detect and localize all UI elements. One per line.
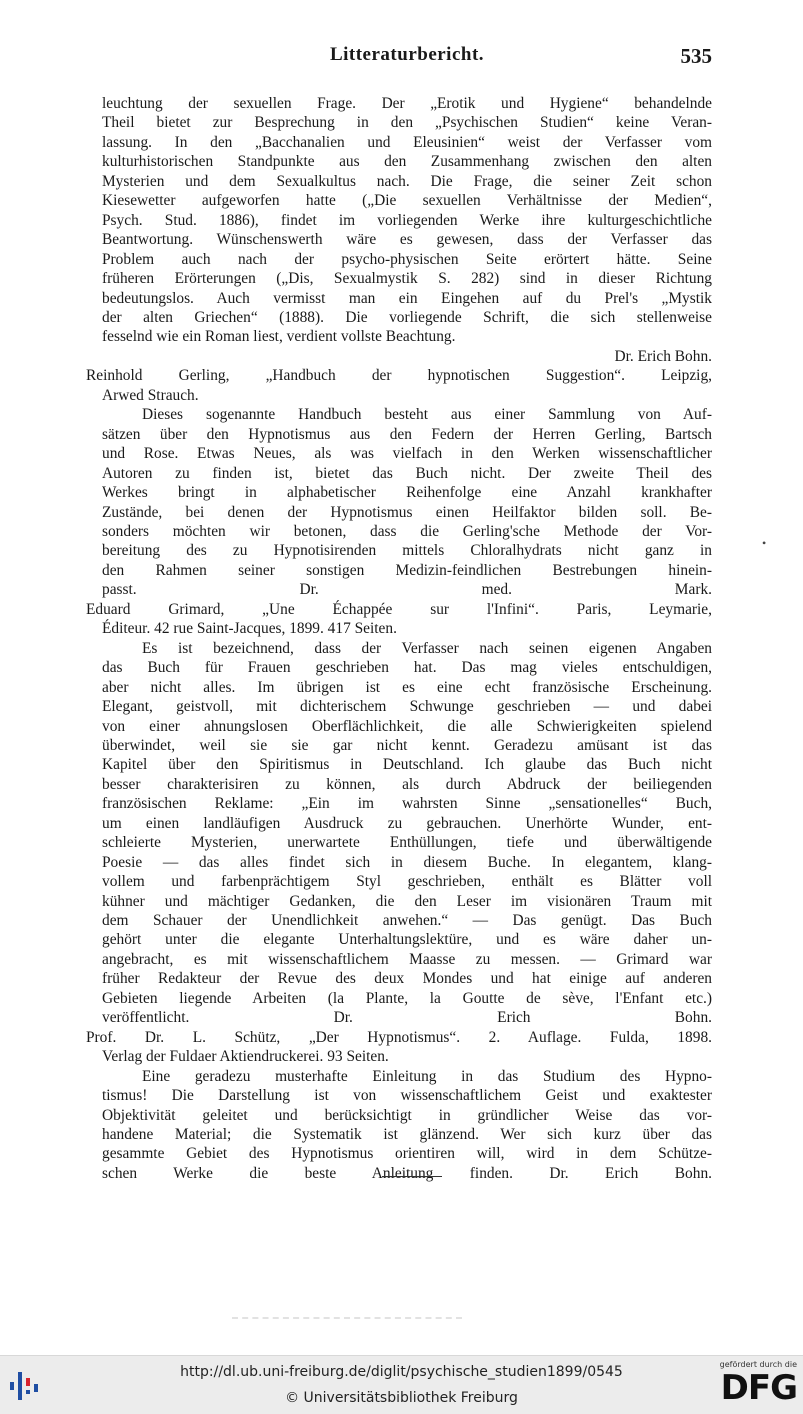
text-line: Problem auch nach der psycho-physischen Seite erörtert hätte. Seine [102, 250, 712, 268]
text-line: überwindet, weil sie sie gar nicht kennt. Geradezu amüsant ist das [102, 736, 712, 754]
text-line: Objektivität geleitet und berücksichtigt in gründlicher Weise das vor- [102, 1106, 712, 1124]
scan-speck: • [762, 536, 767, 550]
text-line: Éditeur. 42 rue Saint-Jacques, 1899. 417 Seiten. [102, 620, 397, 638]
text-line: gesammte Gebiet des Hypnotismus orientiren will, wird in dem Schütze- [102, 1145, 712, 1163]
scan-artifact [232, 1317, 462, 1323]
text-line: der alten Griechen“ (1888). Die vorliegende Schrift, die sich stellenweise [102, 308, 712, 326]
text-line: Es ist bezeichnend, dass der Verfasser nach seinen eigenen Angaben [142, 639, 712, 657]
text-line: Dr. Erich Bohn. [614, 347, 712, 365]
text-line: sonders möchten wir betonen, dass die Gerling'sche Methode der Vor- [102, 522, 712, 540]
text-line: Gebieten liegende Arbeiten (la Plante, la Goutte de sève, l'Enfant etc.) [102, 989, 712, 1007]
text-line: fesselnd wie ein Roman liest, verdient vollste Beachtung. [102, 328, 456, 346]
text-line: sätzen über den Hypnotismus aus den Federn der Herren Gerling, Bartsch [102, 425, 712, 443]
text-line: kühner und mächtiger Gedanken, die den Leser im visionären Traum mit [102, 892, 712, 910]
text-line: Werkes bringt in alphabetischer Reihenfolge eine Anzahl krankhafter [102, 484, 712, 502]
text-line: schleierte Mysterien, unerwartete Enthüllungen, tiefe und überwältigende [102, 834, 712, 852]
text-line: handene Material; die Systematik ist glänzend. Wer sich kurz über das [102, 1126, 712, 1144]
text-line: um einen landläufigen Ausdruck zu gebrauchen. Unerhörte Wunder, ent- [102, 814, 712, 832]
text-line: Kiesewetter aufgeworfen hatte („Die sexuellen Verhältnisse der Medien“, [102, 192, 712, 210]
text-line: und Rose. Etwas Neues, als was vielfach in den Werken wissenschaftlicher [102, 445, 712, 463]
text-line: bereitung des zu Hypnotisirenden mittels Chloralhydrats nicht ganz in [102, 542, 712, 560]
text-line: gehört unter die elegante Unterhaltungslektüre, und es wäre daher un- [102, 931, 712, 949]
dfg-wordmark: DFG [720, 1368, 797, 1408]
text-line: schen Werke die beste Anleitung finden. Dr. Erich Bohn. [102, 1164, 712, 1182]
text-line: aber nicht alles. Im übrigen ist es eine echt französische Erscheinung. [102, 678, 712, 696]
text-line: Eduard Grimard, „Une Échappée sur l'Infini“. Paris, Leymarie, [86, 600, 712, 618]
section-end-rule [382, 1176, 442, 1177]
text-line: das Buch für Frauen geschrieben hat. Das mag vieles entschuldigen, [102, 659, 712, 677]
text-line: den Rahmen seiner sonstigen Medizin-feindlichen Bestrebungen hinein- [102, 561, 712, 579]
text-line: von einer ahnungslosen Oberflächlichkeit, die alle Schwierigkeiten spielend [102, 717, 712, 735]
document-url[interactable]: http://dl.ub.uni-freiburg.de/diglit/psychische_studien1899/0545 [180, 1364, 623, 1380]
text-line: Elegant, geistvoll, mit dichterischem Schwunge geschrieben — und dabei [102, 698, 712, 716]
text-line: Psych. Stud. 1886), findet im vorliegenden Werke ihre kulturgeschichtliche [102, 211, 712, 229]
text-line: französischen Reklame: „Ein im wahrsten Sinne „sensationelles“ Buch, [102, 795, 712, 813]
text-line: früheren Erörterungen („Dis, Sexualmystik S. 282) sind in dieser Richtung [102, 270, 712, 288]
page-number: 535 [680, 44, 712, 68]
text-line: tismus! Die Darstellung ist von wissenschaftlichem Geist und exaktester [102, 1087, 712, 1105]
text-line: Poesie — das alles findet sich in diesem Buche. In elegantem, klang- [102, 853, 712, 871]
dfg-caption: gefördert durch die [719, 1360, 797, 1369]
text-line: Prof. Dr. L. Schütz, „Der Hypnotismus“. 2. Auflage. Fulda, 1898. [86, 1028, 712, 1046]
text-line: Reinhold Gerling, „Handbuch der hypnotischen Suggestion“. Leipzig, [86, 367, 712, 385]
text-line: leuchtung der sexuellen Frage. Der „Erotik und Hygiene“ behandelnde [102, 95, 712, 112]
text-line: Beantwortung. Wünschenswerth wäre es gewesen, dass der Verfasser das [102, 231, 712, 249]
running-title: Litteraturbericht. [329, 44, 485, 65]
text-line: Arwed Strauch. [102, 386, 199, 404]
text-line: lassung. In den „Bacchanalien und Eleusinien“ weist der Verfasser vom [102, 133, 712, 151]
text-line: angebracht, es mit wissenschaftlichem Maasse zu messen. — Grimard war [102, 950, 712, 968]
body-text [86, 94, 712, 1183]
text-line: Theil bietet zur Besprechung in den „Psychischen Studien“ keine Veran- [102, 114, 712, 132]
text-line: vollem und farbenprächtigem Styl geschrieben, enthält es Blätter voll [102, 873, 712, 891]
text-line: Zustände, bei denen der Hypnotismus einen Heilfaktor bilden soll. Be- [102, 503, 712, 521]
text-line: Eine geradezu musterhafte Einleitung in das Studium des Hypno- [142, 1067, 712, 1085]
text-line: Dieses sogenannte Handbuch besteht aus einer Sammlung von Auf- [142, 406, 712, 424]
text-line: bedeutungslos. Auch vermisst man ein Eingehen auf du Prel's „Mystik [102, 289, 712, 307]
text-line: früher Redakteur der Revue des deux Mondes und hat einige auf anderen [102, 970, 712, 988]
text-line: kulturhistorischen Standpunkte aus den Zusammenhang zwischen den alten [102, 153, 712, 171]
text-line: Kapitel über den Spiritismus in Deutschland. Ich glaube das Buch nicht [102, 756, 712, 774]
viewer-footer [0, 1355, 803, 1414]
running-header [102, 44, 712, 74]
text-line: dem Schauer der Unendlichkeit anwehen.“ — Das genügt. Das Buch [102, 912, 712, 930]
text-line: passt. Dr. med. Mark. [102, 581, 712, 599]
text-line: Mysterien und dem Sexualkultus nach. Die Frage, die seiner Zeit schon [102, 172, 712, 190]
dfg-logo [703, 1360, 797, 1412]
text-line: besser charakterisiren zu können, als durch Abdruck der beiliegenden [102, 775, 712, 793]
copyright-notice: © Universitätsbibliothek Freiburg [285, 1390, 518, 1406]
text-line: Verlag der Fuldaer Aktiendruckerei. 93 Seiten. [102, 1048, 389, 1066]
text-line: Autoren zu finden ist, bietet das Buch nicht. Der zweite Theil des [102, 464, 712, 482]
text-line: veröffentlicht. Dr. Erich Bohn. [102, 1009, 712, 1027]
